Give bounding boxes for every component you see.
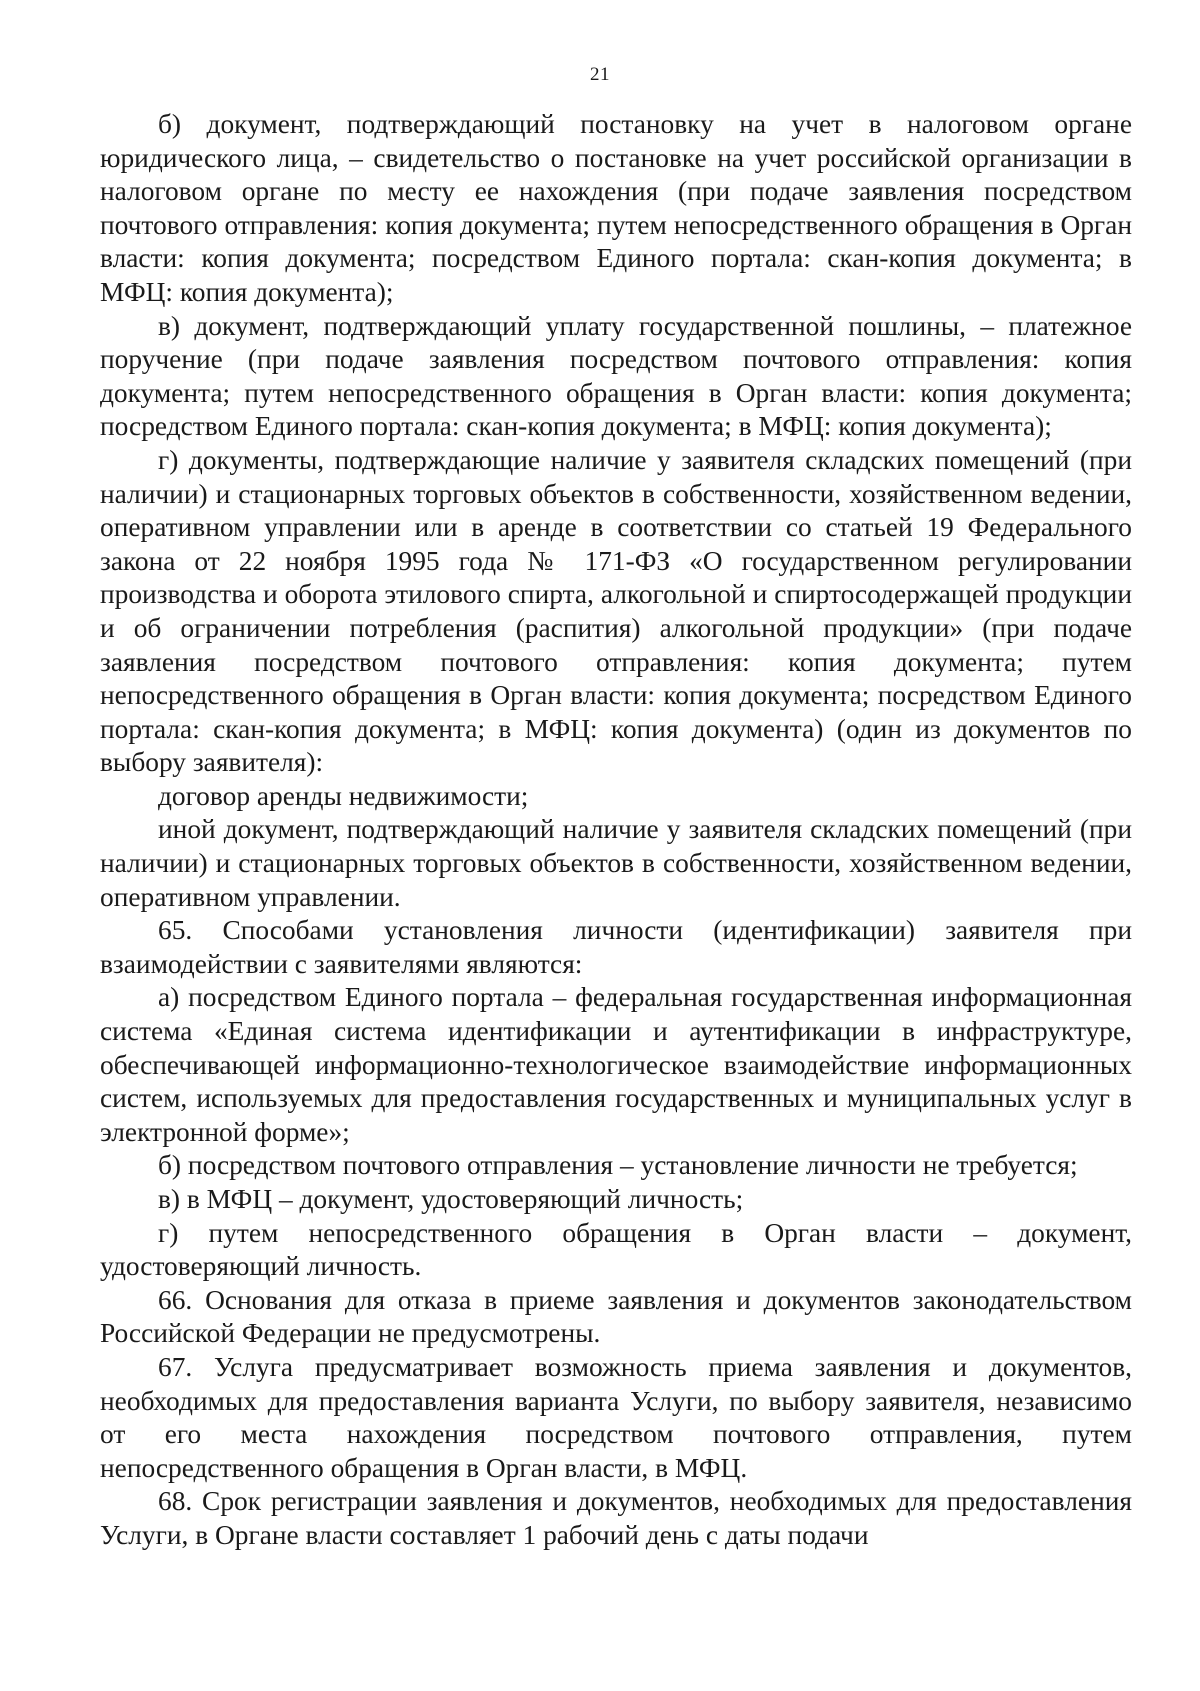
paragraph-65-identification: 65. Способами установления личности (идентификации) заявителя при взаимодействии с заявителями являются:: [100, 915, 1132, 979]
paragraph-item-v-state-fee: в) документ, подтверждающий уплату государственной пошлины, – платежное поручение (при подаче заявления посредством почтового отправления: копия документа; путем непосредственного обращения в Орган власти: копия документа; посредством Единого портала: скан-копия документа; в МФЦ: копия документа);: [100, 310, 1132, 442]
paragraph-65-v-mfc: в) в МФЦ – документ, удостоверяющий личность;: [158, 1184, 744, 1214]
paragraph-68-registration-term: 68. Срок регистрации заявления и документов, необходимых для предоставления Услуги, в Органе власти составляет 1 рабочий день с даты подачи: [100, 1486, 1132, 1550]
paragraph-67-extraterritorial: 67. Услуга предусматривает возможность приема заявления и документов, необходимых для предоставления варианта Услуги, по выбору заявителя, независимо от его места нахождения посредством почтового отправления, путем непосредственного обращения в Орган власти, в МФЦ.: [100, 1351, 1132, 1483]
paragraph-item-b-tax-registration: б) документ, подтверждающий постановку на учет в налоговом органе юридического лица, – свидетельство о постановке на учет российской организации в налоговом органе по месту ее нахождения (при подаче заявления посредством почтового отправления: копия документа; путем непосредственного обращения в Орган власти: копия документа; посредством Единого портала: скан-копия документа; в МФЦ: копия документа);: [100, 109, 1132, 307]
page-number: 21: [590, 64, 610, 85]
document-body: [100, 108, 1132, 1553]
paragraph-other-document: иной документ, подтверждающий наличие у заявителя складских помещений (при наличии) и стационарных торговых объектов в собственности, хозяйственном ведении, оперативном управлении.: [100, 814, 1132, 912]
paragraph-lease-agreement: договор аренды недвижимости;: [158, 780, 529, 811]
paragraph-66-refusal-grounds: 66. Основания для отказа в приеме заявления и документов законодательством Российской Федерации не предусмотрены.: [100, 1284, 1132, 1349]
paragraph-item-g-premises-documents: г) документы, подтверждающие наличие у заявителя складских помещений (при наличии) и стационарных торговых объектов в собственности, хозяйственном ведении, оперативном управлении или в аренде в соответствии со статьей 19 Федерального закона от 22 ноября 1995 года № 171-ФЗ «О государственном регулировании производства и оборота этилового спирта, алкогольной и спиртосодержащей продукции и об ограничении потребления (распития) алкогольной продукции» (при подаче заявления посредством почтового отправления: копия документа; путем непосредственного обращения в Орган власти: копия документа; посредством Единого портала: скан-копия документа; в МФЦ: копия документа) (один из документов по выбору заявителя):: [100, 444, 1132, 778]
paragraph-65-g-direct: г) путем непосредственного обращения в Орган власти – документ, удостоверяющий личность.: [100, 1217, 1132, 1282]
paragraph-65-b-mail: б) посредством почтового отправления – установление личности не требуется;: [158, 1150, 1078, 1181]
paragraph-65-a-portal: а) посредством Единого портала – федеральная государственная информационная система «Единая система идентификации и аутентификации в инфраструктуре, обеспечивающей информационно-технологическое взаимодействие информационных систем, используемых для предоставления государственных и муниципальных услуг в электронной форме»;: [100, 982, 1132, 1147]
